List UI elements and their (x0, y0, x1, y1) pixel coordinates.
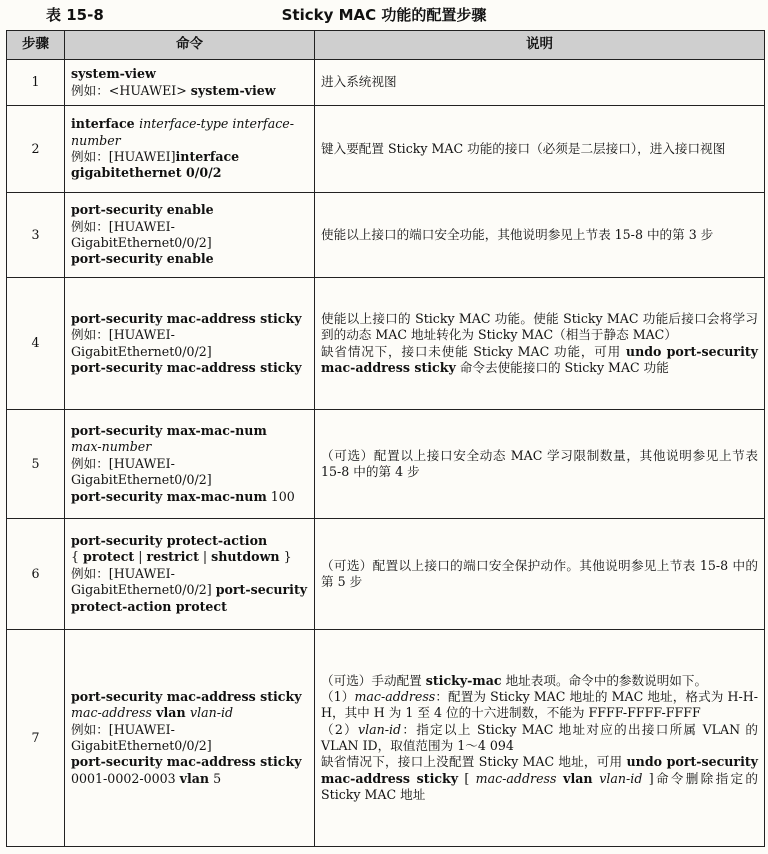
plain-text: ：指定以上 Sticky MAC 地址对应的出接口所属 VLAN 的 VLAN ID，取值范围为 1～4 094 (321, 721, 759, 753)
command-line (71, 722, 308, 755)
bold-text: port-security enable (71, 251, 214, 267)
step-number: 3 (7, 193, 65, 278)
command-cell (65, 278, 315, 410)
bold-text: port-security mac-address sticky (71, 754, 302, 770)
step-number: 6 (7, 519, 65, 630)
description-paragraph (321, 673, 758, 689)
plain-text: 0001-0002-0003 (71, 770, 180, 786)
step-number: 4 (7, 278, 65, 410)
table-row (7, 106, 765, 193)
description-paragraph (321, 74, 758, 90)
config-steps-table (6, 30, 765, 847)
description-cell (315, 519, 765, 630)
plain-text: 例如：[HUAWEI-GigabitEthernet0/0/2] (71, 455, 212, 488)
step-number: 7 (7, 630, 65, 847)
description-paragraph (321, 311, 758, 344)
plain-text: 例如：[HUAWEI] (71, 149, 176, 164)
description-cell (315, 410, 765, 519)
plain-text: （2） (321, 721, 359, 737)
table-number: 表 15-8 (46, 6, 104, 24)
table-caption (0, 0, 768, 30)
description-cell (315, 60, 765, 106)
description-cell (315, 106, 765, 193)
step-number: 1 (7, 60, 65, 106)
plain-text: 5 (209, 770, 222, 786)
description-cell (315, 278, 765, 410)
command-cell (65, 106, 315, 193)
bold-text: interface gigabitethernet 0/0/2 (71, 149, 240, 181)
command-line (71, 689, 308, 705)
command-line (71, 566, 308, 615)
command-cell (65, 519, 315, 630)
command-line (71, 456, 308, 489)
command-line (71, 705, 308, 721)
plain-text: （可选）配置以上接口安全动态 MAC 学习限制数量，其他说明参见上节表 15-8 中的第 4 步 (321, 447, 758, 479)
description-paragraph (321, 754, 758, 803)
description-paragraph (321, 448, 758, 481)
command-line (71, 754, 308, 787)
bold-text: port-security mac-address sticky (71, 359, 302, 375)
table-row (7, 519, 765, 630)
description-paragraph (321, 344, 758, 377)
command-cell (65, 410, 315, 519)
bold-text: sticky-mac (425, 672, 502, 688)
plain-text: 地址表项。命令中的参数说明如下。 (501, 672, 708, 688)
command-cell (65, 60, 315, 106)
command-cell (65, 193, 315, 278)
bold-text: undo port-security mac-address sticky (321, 343, 758, 375)
command-line (71, 149, 308, 182)
plain-text: 缺省情况下，接口上没配置 Sticky MAC 地址，可用 (321, 754, 627, 770)
bold-text: vlan (556, 770, 600, 786)
command-line (71, 311, 308, 327)
bold-text: system-view (190, 82, 276, 98)
command-line (71, 549, 308, 565)
bold-text: port-security protect-action protect (71, 582, 308, 614)
command-line (71, 533, 308, 549)
plain-text: 进入系统视图 (321, 74, 397, 90)
command-line (71, 251, 308, 267)
bold-text: undo port-security mac-address sticky (321, 754, 758, 786)
italic-text: mac-address (71, 705, 152, 721)
header-command: 命令 (65, 31, 315, 60)
plain-text: （1） (321, 688, 355, 704)
command-line (71, 83, 308, 99)
header-description: 说明 (315, 31, 765, 60)
description-paragraph (321, 227, 758, 243)
plain-text: | (134, 549, 147, 565)
plain-text: 例如：[HUAWEI-GigabitEthernet0/0/2] (71, 218, 212, 250)
plain-text: 缺省情况下，接口未使能 Sticky MAC 功能，可用 (321, 343, 626, 359)
bold-text: shutdown (211, 549, 280, 565)
plain-text: } (279, 549, 292, 565)
description-paragraph (321, 722, 758, 755)
bold-text: vlan (151, 705, 190, 721)
command-line (71, 360, 308, 376)
table-row (7, 60, 765, 106)
plain-text: 例如：[HUAWEI-GigabitEthernet0/0/2] (71, 565, 216, 598)
italic-text: vlan-id (358, 721, 402, 737)
italic-text: mac-address (475, 770, 557, 786)
command-line (71, 439, 308, 455)
italic-text: max-number (71, 439, 152, 455)
description-paragraph (321, 689, 758, 722)
plain-text: （可选）配置以上接口的端口安全保护动作。其他说明参见上节表 15-8 中的第 5 步 (321, 557, 758, 589)
bold-text: port-security mac-address sticky (71, 688, 302, 704)
command-line (71, 202, 308, 218)
description-paragraph (321, 558, 758, 591)
plain-text: [ (458, 770, 476, 786)
description-paragraph (321, 141, 758, 157)
plain-text: 例如：<HUAWEI> (71, 82, 191, 98)
bold-text: restrict (146, 549, 199, 565)
plain-text: 例如：[HUAWEI-GigabitEthernet0/0/2] (71, 721, 212, 753)
description-cell (315, 630, 765, 847)
table-row (7, 410, 765, 519)
bold-text: port-security enable (71, 202, 214, 218)
bold-text: port-security protect-action (71, 533, 268, 549)
bold-text: port-security max-mac-num (71, 423, 267, 439)
command-line (71, 116, 308, 149)
bold-text: system-view (71, 66, 156, 82)
plain-text: { (71, 549, 84, 565)
bold-text: protect (83, 549, 135, 565)
italic-text: vlan-id (599, 770, 643, 786)
command-line (71, 423, 308, 439)
plain-text: ：配置为 Sticky MAC 地址的 MAC 地址，格式为 H-H-H，其中 H 为 1 至 4 位的十六进制数，不能为 FFFF-FFFF-FFFF (321, 688, 758, 721)
italic-text: interface-type interface-number (71, 116, 294, 148)
plain-text: 命令去使能接口的 Sticky MAC 功能 (455, 359, 669, 375)
table-title: Sticky MAC 功能的配置步骤 (281, 6, 487, 24)
table-row (7, 630, 765, 847)
plain-text: 使能以上接口的 Sticky MAC 功能。使能 Sticky MAC 功能后接口会将学习到的动态 MAC 地址转化为 Sticky MAC（相当于静态 MAC） (321, 310, 758, 343)
description-cell (315, 193, 765, 278)
bold-text: port-security max-mac-num (71, 488, 267, 504)
plain-text: ]命令删除指定的 Sticky MAC 地址 (321, 770, 759, 803)
plain-text: 例如：[HUAWEI-GigabitEthernet0/0/2] (71, 327, 212, 359)
step-number: 2 (7, 106, 65, 193)
bold-text: vlan (179, 770, 210, 786)
plain-text: 100 (266, 488, 295, 504)
plain-text: | (198, 549, 212, 565)
italic-text: mac-address (354, 688, 436, 704)
command-cell (65, 630, 315, 847)
bold-text: interface (71, 116, 140, 132)
table-header-row (7, 31, 765, 60)
header-step: 步骤 (7, 31, 65, 60)
table-row (7, 278, 765, 410)
plain-text: 键入要配置 Sticky MAC 功能的接口（必须是二层接口），进入接口视图 (321, 140, 726, 156)
command-line (71, 489, 308, 505)
command-line (71, 327, 308, 360)
plain-text: 使能以上接口的端口安全功能，其他说明参见上节表 15-8 中的第 3 步 (321, 226, 714, 242)
step-number: 5 (7, 410, 65, 519)
table-row (7, 193, 765, 278)
bold-text: port-security mac-address sticky (71, 310, 302, 326)
command-line (71, 66, 308, 82)
plain-text: （可选）手动配置 (321, 672, 426, 688)
command-line (71, 219, 308, 252)
italic-text: vlan-id (189, 705, 234, 721)
